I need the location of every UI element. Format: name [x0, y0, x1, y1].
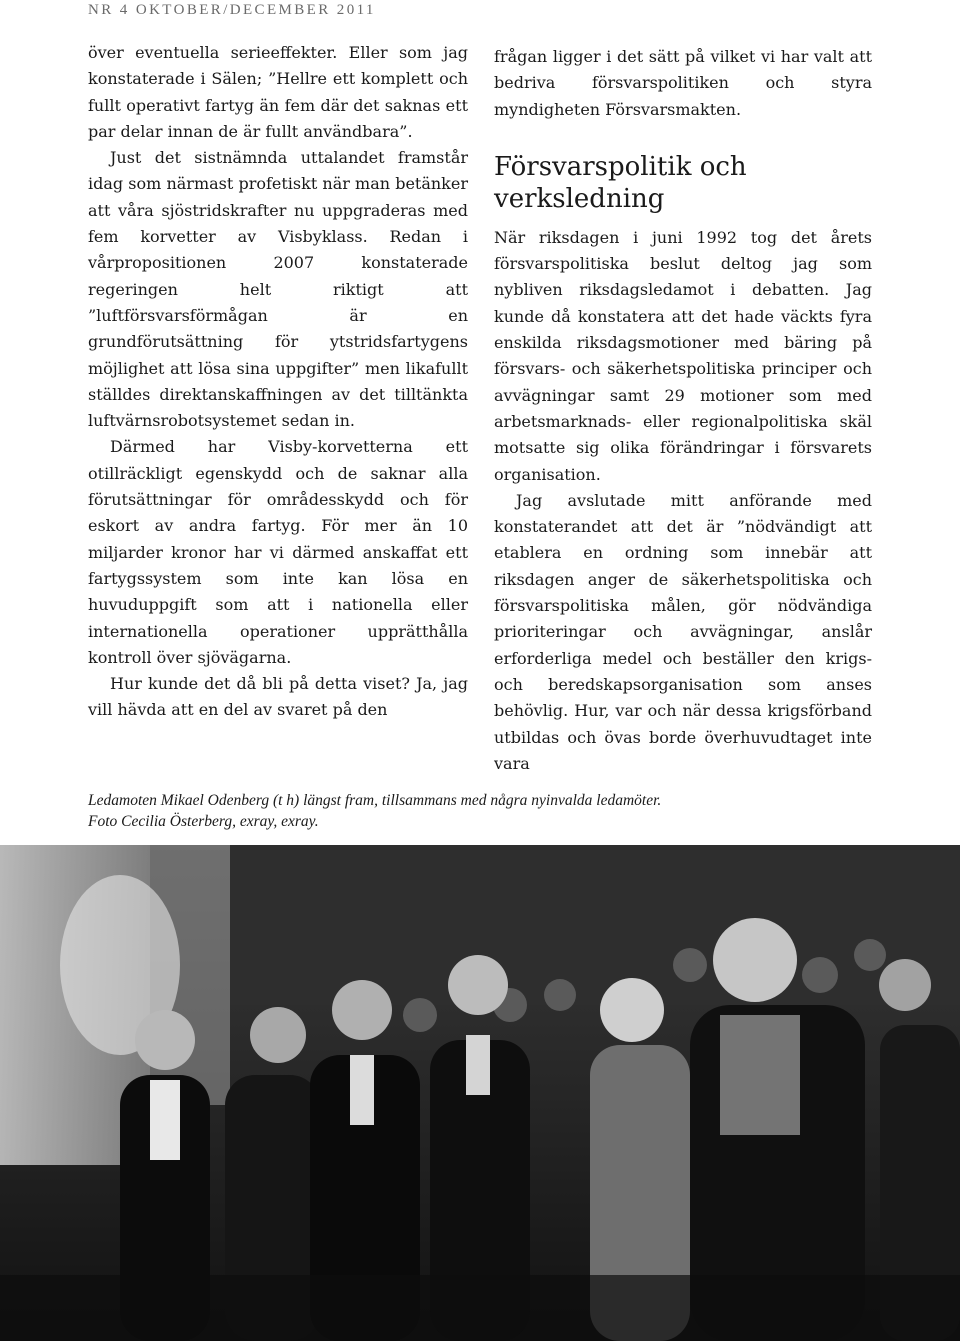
body-paragraph: Hur kunde det då bli på detta viset? Ja, jag vill hävda att en del av svaret på den	[88, 674, 468, 720]
body-paragraph: Därmed har Visby-korvetterna ett otillräckligt egenskydd och de saknar alla förutsättningar för områdesskydd och för eskort av andra fartyg. För mer än 10 miljarder kronor har vi därmed anskaffat ett fartygssystem som inte kan lösa en huvuduppgift som att i nationella eller internationella operationer upprätthålla kontroll över sjövägarna.	[88, 437, 468, 667]
right-text-column	[494, 44, 872, 777]
photo-people-seated-in-hall	[0, 845, 960, 1341]
running-header: NR 4 OKTOBER/DECEMBER 2011	[88, 2, 376, 18]
left-text-column	[88, 40, 468, 724]
photo-caption	[88, 790, 888, 832]
body-paragraph: Just det sistnämnda uttalandet framstår idag som närmast profetiskt när man betänker att våra sjöstridskrafter nu uppgraderas med fem korvetter av Visbyklass. Redan i vårpropositionen 2007 konstaterade regeringen helt riktigt att ”luftförsvarsförmågan är en grundförutsättning för ytstridsfartygens möjlighet att lösa sina uppgifter” men likafullt ställdes direktanskaffningen av det tilltänkta luftvärnsrobotsystemet sedan in.	[88, 148, 468, 431]
caption-text: Ledamoten Mikael Odenberg (t h) längst fram, tillsammans med några nyinvalda ledamöter.	[88, 792, 662, 809]
body-paragraph: över eventuella serieeffekter. Eller som jag konstaterade i Sälen; ”Hellre ett komplett och fullt operativt fartyg än fem där det saknas ett par delar innan de är fullt användbara”.	[88, 43, 468, 141]
photo-illustration	[0, 845, 960, 1341]
photo-credit: Foto Cecilia Österberg, exray, exray.	[88, 813, 319, 830]
body-paragraph: Jag avslutade mitt anförande med konstaterandet att det är ”nödvändigt att etablera en ordning som innebär att riksdagen anger de säkerhetspolitiska och försvarspolitiska målen, gör nödvändiga prioriteringar och avvägningar, anslår erforderliga medel och beställer den krigs- och beredskapsorganisation som anses behövlig. Hur, var och när dessa krigsförband utbildas och övas borde överhuvudtaget inte vara	[494, 490, 872, 773]
body-paragraph: När riksdagen i juni 1992 tog det årets försvarspolitiska beslut deltog jag som nybliven riksdagsledamot i debatten. Jag kunde då konstatera att det hade väckts fyra enskilda riksdagsmotioner med bäring på försvars- och säkerhetspolitiska principer och avvägningar samt 29 motioner som med arbetsmarknads- eller regionalpolitiska skäl motsatte sig olika förändringar i försvarets organisation.	[494, 227, 872, 484]
section-heading: Försvarspolitik och verksledning	[494, 151, 747, 214]
body-paragraph: frågan ligger i det sätt på vilket vi har valt att bedriva försvarspolitiken och styra myndigheten Försvarsmakten.	[494, 47, 872, 119]
